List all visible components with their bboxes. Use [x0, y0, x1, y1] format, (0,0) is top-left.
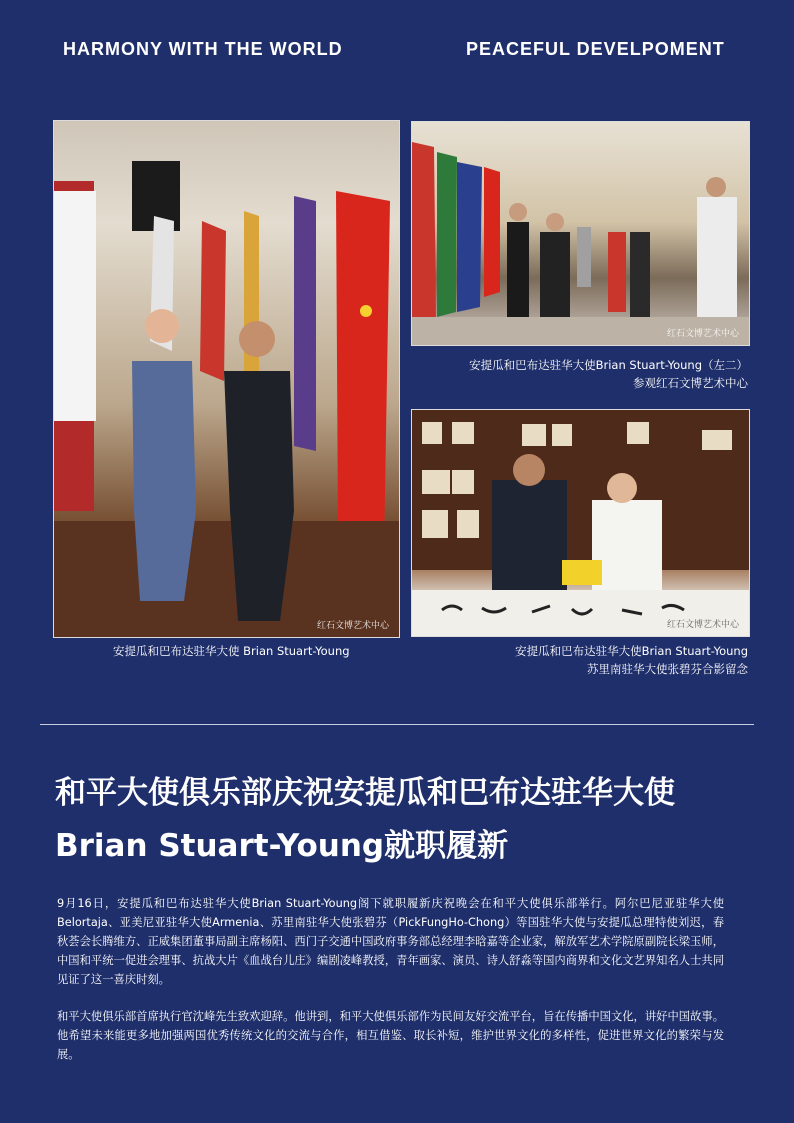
- photo2-caption-line1: 安提瓜和巴布达驻华大使Brian Stuart-Young（左二）: [469, 358, 748, 372]
- photo2-caption-line2: 参观红石文博艺术中心: [633, 376, 748, 390]
- header-right-slogan: PEACEFUL DEVELPOMENT: [466, 39, 725, 59]
- photo-watermark: 红石文博艺术中心: [316, 621, 389, 631]
- section-divider: [40, 724, 754, 725]
- photo3-caption-line2: 苏里南驻华大使张碧芬合影留念: [587, 662, 748, 676]
- header-left-slogan: HARMONY WITH THE WORLD: [63, 39, 343, 59]
- photo-watermark: 红石文博艺术中心: [666, 620, 739, 630]
- photo-handshake: [53, 120, 400, 638]
- photo2-caption: [412, 356, 748, 392]
- article-title-line2: Brian Stuart-Young就职履新: [55, 828, 509, 864]
- article-paragraph-1: 9月16日，安提瓜和巴布达驻华大使Brian Stuart-Young阁下就职履新庆祝晚会在和平大使俱乐部举行。阿尔巴尼亚驻华大使Belortaja、亚美尼亚驻华大使Armenia、苏里南驻华大使张碧芬（PickFungHo-Chong）等国驻华大使与安提瓜总理特使刘迟，春秋荟会长腾维方、正威集团董事局副主席杨阳、西门子交通中国政府事务部总经理李晗嘉等企业家，解放军艺术学院原副院长梁玉师，中国和平统一促进会理事、抗战大片《血战台儿庄》编剧凌峰教授，青年画家、演员、诗人舒淼等国内商界和文化文艺界知名人士共同见证了这一喜庆时刻。: [57, 897, 724, 986]
- article-title-line1: 和平大使俱乐部庆祝安提瓜和巴布达驻华大使: [55, 775, 675, 811]
- photo-art-center-visit: [411, 121, 750, 346]
- photo1-caption: 安提瓜和巴布达驻华大使 Brian Stuart-Young: [113, 644, 350, 658]
- photo-calligraphy: [411, 409, 750, 637]
- photo3-caption: [412, 642, 748, 678]
- photo3-caption-line1: 安提瓜和巴布达驻华大使Brian Stuart-Young: [515, 644, 748, 658]
- photo-watermark: 红石文博艺术中心: [666, 329, 739, 339]
- article-paragraph-2: 和平大使俱乐部首席执行官沈峰先生致欢迎辞。他讲到，和平大使俱乐部作为民间友好交流平台，旨在传播中国文化，讲好中国故事。他希望未来能更多地加强两国优秀传统文化的交流与合作，相互借鉴、取长补短，维护世界文化的多样性，促进世界文化的繁荣与发展。: [57, 1010, 724, 1061]
